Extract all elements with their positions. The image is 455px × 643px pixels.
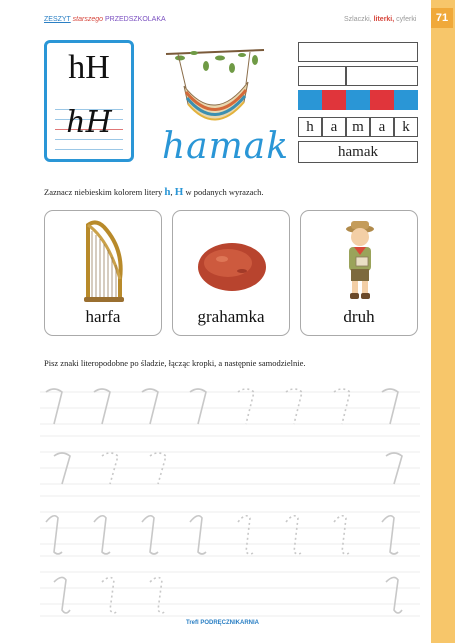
letter-card (44, 40, 134, 162)
guide-line (55, 149, 123, 150)
highlight-letter-upper: H (174, 186, 184, 198)
section-tag-b: literki, (373, 16, 395, 23)
card-label: harfa (85, 307, 121, 326)
tracing-area[interactable] (40, 380, 420, 620)
cookie-icon (192, 219, 272, 303)
sound-square (370, 90, 394, 110)
card-label: grahamka (197, 307, 265, 326)
trace-row-1[interactable] (46, 389, 398, 424)
letter-print: hH (68, 49, 110, 86)
trace-row-2[interactable] (54, 453, 402, 484)
hero-word-script: hamak (162, 126, 290, 167)
letter-cell: a (370, 117, 394, 137)
scout-boy-icon (320, 219, 400, 303)
brand-part-2: starszego (72, 16, 104, 23)
brand-logo (44, 16, 166, 23)
side-bar (431, 0, 455, 643)
highlight-letter-lower: h (164, 186, 171, 198)
letter-cell: k (394, 117, 418, 137)
write-box[interactable] (298, 66, 346, 86)
instruction-1-separator: , (170, 187, 175, 197)
instruction-1-text: Zaznacz niebieskim kolorem litery (44, 187, 163, 197)
letter-cell: h (298, 117, 322, 137)
sound-square (298, 90, 322, 110)
trace-row-3[interactable] (46, 516, 398, 554)
word-card[interactable] (44, 210, 162, 336)
instruction-1-text-end: w podanych wyrazach. (185, 187, 264, 197)
sound-square (394, 90, 418, 110)
write-box[interactable] (346, 66, 418, 86)
word-card[interactable] (300, 210, 418, 336)
brand-part-1: ZESZYT (44, 16, 71, 23)
write-box[interactable] (298, 42, 418, 62)
instruction-2: Pisz znaki literopodobne po śladzie, łącząc kropki, a następnie samodzielnie. (44, 358, 306, 368)
letter-script: hH (66, 105, 112, 140)
word-box: hamak (298, 141, 418, 163)
word-card[interactable] (172, 210, 290, 336)
section-tag-a: Szlaczki, (344, 16, 372, 23)
section-tag (344, 16, 416, 23)
card-label: druh (343, 307, 375, 326)
sound-square (322, 90, 346, 110)
brand-part-3: PRZEDSZKOLAKA (104, 16, 166, 23)
page-number: 71 (431, 8, 453, 28)
instruction-1 (44, 186, 264, 198)
footer-logo: Trefl PODRĘCZNIKARNIA (186, 620, 260, 626)
section-tag-c: cyferki (396, 16, 417, 23)
letter-cell: a (322, 117, 346, 137)
harp-icon (64, 219, 144, 303)
letter-cell: m (346, 117, 370, 137)
hammock-icon (160, 44, 270, 134)
sound-square (346, 90, 370, 110)
trace-row-4[interactable] (54, 577, 402, 613)
